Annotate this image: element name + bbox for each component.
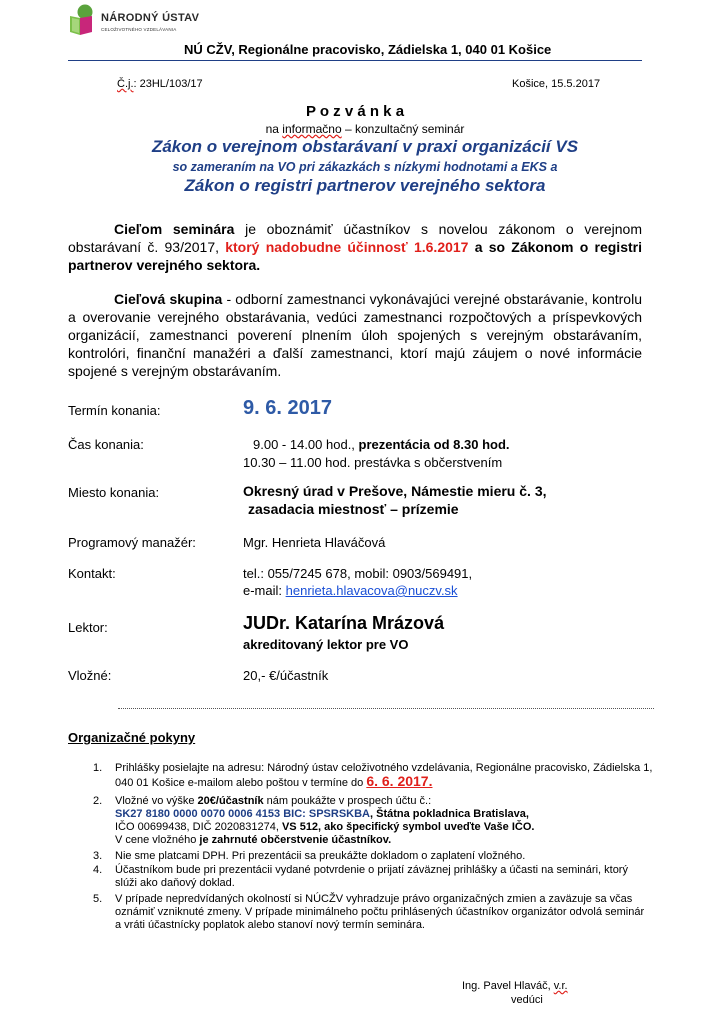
bank-account: SK27 8180 0000 0070 0006 4153 BIC: SPSRSKBA [115,808,370,820]
header-address: NÚ CŽV, Regionálne pracovisko, Zádielska 1, 040 01 Košice [184,42,552,57]
miesto-label: Miesto konania: [68,485,160,500]
email-link[interactable]: henrieta.hlavacova@nuczv.sk [285,583,458,598]
org-item-5: 5. V prípade nepredvídaných okolností si NÚCŽV vyhradzuje právo organizačných zmien a zaväzuje sa včas oznámiť vzniknuté zmeny. V prípade minimálneho počtu prihlásených účastníkov organizátor odvolá seminár a vráti účastnícky poplatok alebo stanoví nový termín seminára. [93,893,645,931]
termin-label: Termín konania: [68,403,161,418]
org-item-4: 4. Účastníkom bude pri prezentácii vydané potvrdenie o prijatí záväznej prihlášky a účasti na seminári, ktorý slúži ako daňový doklad. [93,864,628,889]
miesto-line-2: zasadacia miestnosť – prízemie [248,501,459,517]
signature-name: Ing. Pavel Hlaváč, v.r. [462,980,568,992]
reference-number [117,78,203,90]
org-item-3: 3. Nie sme platcami DPH. Pri prezentácii sa preukážte dokladom o zaplatení vložného. [93,850,526,862]
ref-number: : 23HL/103/17 [133,78,203,90]
lektor-title: akreditovaný lektor pre VO [243,637,409,652]
kontakt-line-2: e-mail: henrieta.hlavacova@nuczv.sk [243,583,458,598]
book-logo-icon [68,4,96,36]
kontakt-label: Kontakt: [68,566,116,581]
header-rule [68,60,642,61]
subtitle-word: informačno [282,122,342,136]
org-subname: CELOŽIVOTNÉHO VZDELÁVANIA [101,27,177,32]
vlozne-label: Vložné: [68,668,112,683]
kontakt-line-1: tel.: 055/7245 678, mobil: 0903/569491, [243,566,473,581]
target-lead: Cieľová skupina [114,291,223,307]
miesto-line-1: Okresný úrad v Prešove, Námestie mieru č. 3, [243,483,547,499]
cas-line-1: 9.00 - 14.00 hod., prezentácia od 8.30 hod. [253,437,510,452]
intro-lead: Cieľom seminára [114,221,235,237]
ref-prefix: Č.j. [117,78,134,90]
lektor-label: Lektor: [68,620,108,635]
target-group-paragraph: Cieľová skupina - odborní zamestnanci vykonávajúci verejné obstarávanie, kontrolu a overovanie verejného obstarávania, vedúci zamestnanci rozpočtových a príspevkových organizácií, zamestnanci poverení plnením úloh spojených s verejným obstarávaním, kontrolóri, finanční manažéri a ďalší zamestnanci, ktorí majú záujem o nové informácie spojené s verejným obstarávaním. [68,291,642,379]
org-heading: Organizačné pokyny [68,730,196,745]
org-item-1: 1. Prihlášky posielajte na adresu: Národný ústav celoživotného vzdelávania, Regionálne pracovisko, Zádielska 1, 040 01 Košice e-mailom alebo poštou v termíne do 6. 6. 2017. [93,762,653,789]
place-date: Košice, 15.5.2017 [512,78,601,90]
invitation-heading: P o z v á n k a [305,103,405,120]
manazer-label: Programový manažér: [68,535,196,550]
main-title-2: so zameraním na VO pri zákazkách s nízkymi hodnotami a EKS a [172,160,558,174]
lektor-name: JUDr. Katarína Mrázová [243,613,445,633]
logo [68,4,96,36]
manazer-value: Mgr. Henrieta Hlaváčová [243,535,386,550]
invitation-subtitle: na informačno – konzultačný seminár [265,122,465,136]
vlozne-value: 20,- €/účastník [243,668,329,683]
main-title-1: Zákon o verejnom obstarávaní v praxi organizácií VS [151,137,579,156]
effective-date-note: ktorý nadobudne účinnosť 1.6.2017 [225,239,469,255]
cas-label: Čas konania: [68,437,144,452]
deadline-date: 6. 6. 2017. [366,773,433,789]
signature-role: vedúci [511,994,543,1006]
cas-line-2: 10.30 – 11.00 hod. prestávka s občerstvením [243,455,503,470]
intro-paragraph: Cieľom seminára je oboznámiť účastníkov s novelou zákonom o verejnom obstarávaní č. 93/2017, ktorý nadobudne účinnosť 1.6.2017 a so Zákonom o registri partnerov verejného sektora. [68,221,642,273]
dotted-divider [118,708,654,709]
main-title-3: Zákon o registri partnerov verejného sektora [184,176,546,195]
org-name: NÁRODNÝ ÚSTAV [101,12,200,24]
org-item-2: 2. Vložné vo výške 20€/účastník nám poukážte v prospech účtu č.: SK27 8180 0000 0070 0006 4153 BIC: SPSRSKBA, Štátna pokladnica Bratislava, IČO 00699438, DIČ 2020831274, VS 512, ako špecifický symbol uveďte Vaše IČO. V cene vložného je zahrnuté občerstvenie účastníkov. [93,795,535,846]
termin-value: 9. 6. 2017 [243,397,332,419]
